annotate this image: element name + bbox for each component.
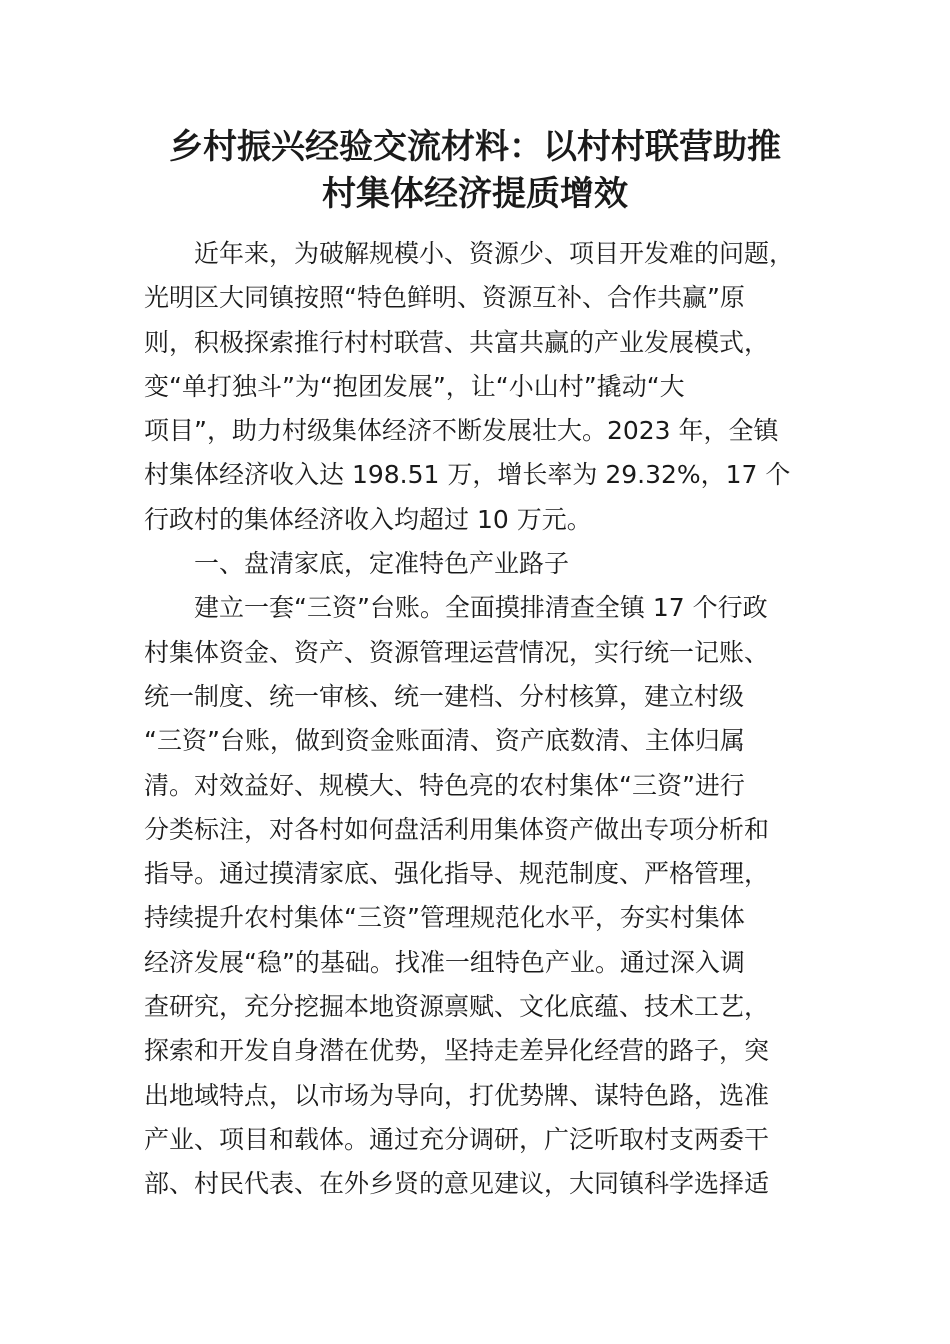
paragraph-line: 光明区大同镇按照“特色鲜明、资源互补、合作共赢”原 <box>144 283 745 313</box>
paragraph-line: 部、村民代表、在外乡贤的意见建议，大同镇科学选择适 <box>144 1169 770 1199</box>
paragraph-line: 指导。通过摸清家底、强化指导、规范制度、严格管理， <box>144 859 770 889</box>
paragraph-line: 探索和开发自身潜在优势，坚持走差异化经营的路子，突 <box>144 1036 770 1066</box>
paragraph-line: 则，积极探索推行村村联营、共富共赢的产业发展模式， <box>144 327 770 357</box>
paragraph-line: “三资”台账，做到资金账面清、资产底数清、主体归属 <box>144 726 745 756</box>
document-title-line-1: 乡村振兴经验交流材料：以村村联营助推 <box>169 127 781 167</box>
paragraph-line: 统一制度、统一审核、统一建档、分村核算，建立村级 <box>144 681 745 711</box>
paragraph-line: 产业、项目和载体。通过充分调研，广泛听取村支两委干 <box>144 1124 770 1154</box>
paragraph-line: 变“单打独斗”为“抱团发展”，让“小山村”撬动“大 <box>144 371 685 401</box>
paragraph-line: 分类标注，对各村如何盘活利用集体资产做出专项分析和 <box>144 814 770 844</box>
document-body <box>144 232 808 1207</box>
paragraph-line: 持续提升农村集体“三资”管理规范化水平，夯实村集体 <box>144 903 745 933</box>
paragraph-line: 村集体经济收入达 198.51 万，增长率为 29.32%，17 个 <box>144 460 791 490</box>
paragraph-line: 近年来，为破解规模小、资源少、项目开发难的问题， <box>194 239 795 268</box>
paragraph-line: 查研究，充分挖掘本地资源禀赋、文化底蕴、技术工艺， <box>144 992 770 1022</box>
document-title-line-2: 村集体经济提质增效 <box>322 174 628 214</box>
paragraph-line: 清。对效益好、规模大、特色亮的农村集体“三资”进行 <box>144 770 745 800</box>
paragraph-line: 出地域特点，以市场为导向，打优势牌、谋特色路，选准 <box>144 1080 770 1110</box>
paragraph-line: 建立一套“三资”台账。全面摸排清查全镇 17 个行政 <box>194 593 768 623</box>
paragraph-line: 项目”，助力村级集体经济不断发展壮大。2023 年，全镇 <box>144 416 779 446</box>
paragraph-line: 村集体资金、资产、资源管理运营情况，实行统一记账、 <box>144 637 770 667</box>
paragraph-line: 经济发展“稳”的基础。找准一组特色产业。通过深入调 <box>144 947 745 977</box>
section-heading: 一、盘清家底，定准特色产业路子 <box>194 549 570 579</box>
paragraph-line: 行政村的集体经济收入均超过 10 万元。 <box>144 504 592 534</box>
